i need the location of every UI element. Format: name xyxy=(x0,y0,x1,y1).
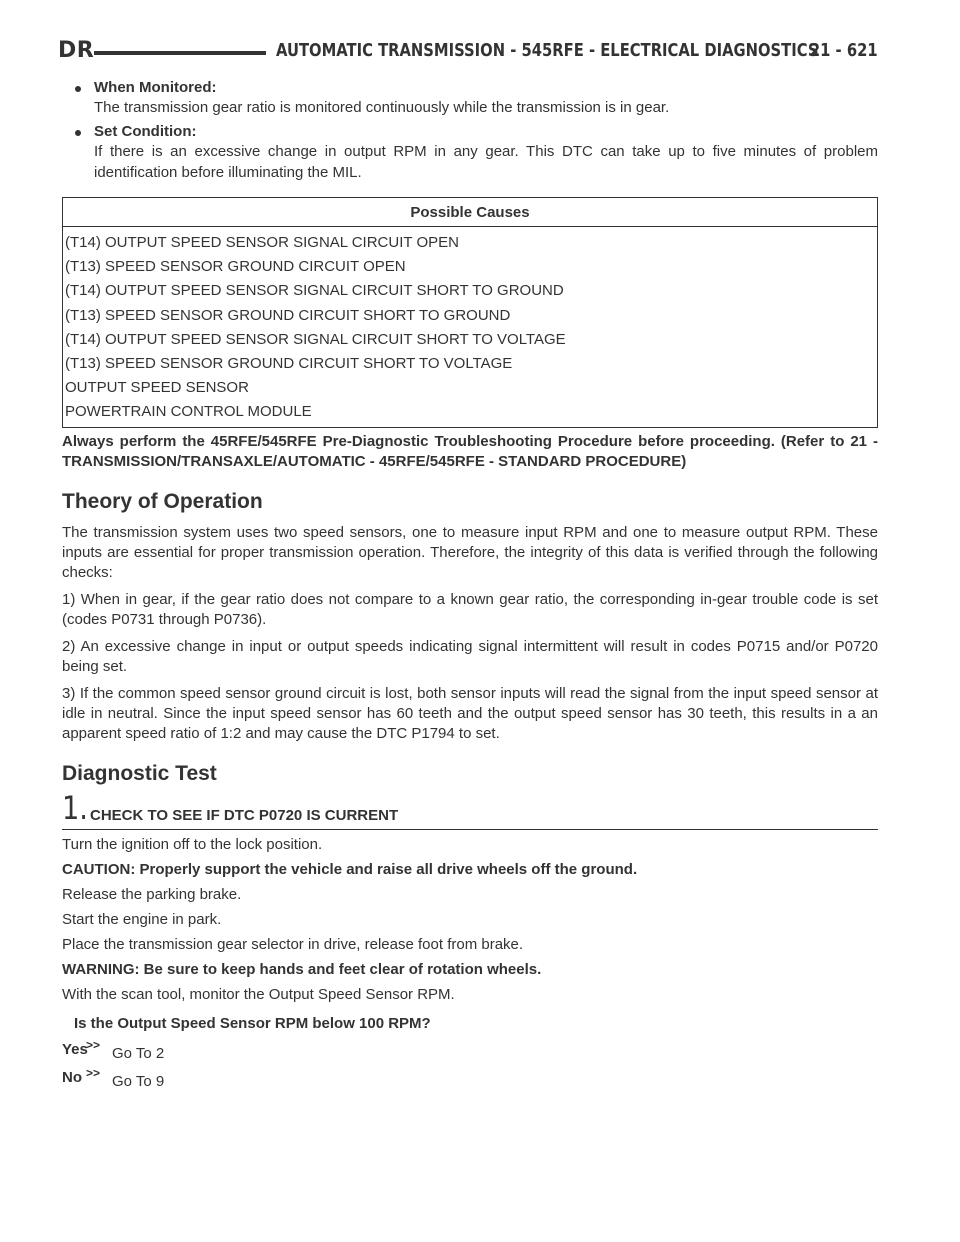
header-title: AUTOMATIC TRANSMISSION - 545RFE - ELECTRICAL DIAGNOSTICS xyxy=(276,40,819,61)
step-number: 1. xyxy=(62,788,88,827)
answer-no xyxy=(62,1067,878,1091)
cause-item: POWERTRAIN CONTROL MODULE xyxy=(65,403,312,421)
header-page-number: 21 - 621 xyxy=(810,40,878,61)
bullet-icon xyxy=(75,130,81,136)
theory-paragraph: 1) When in gear, if the gear ratio does not compare to a known gear ratio, the corresponding in-gear trouble code is set (codes P0731 through P0736). xyxy=(62,590,878,628)
step-instruction: Start the engine in park. xyxy=(62,910,222,928)
pre-diagnostic-note: Always perform the 45RFE/545RFE Pre-Diagnostic Troubleshooting Procedure before proceeding. (Refer to 21 - TRANSMISSION/TRANSAXLE/AUTOMATIC - 45RFE/545RFE - STANDARD PROCEDURE) xyxy=(62,432,878,470)
cause-item: (T14) OUTPUT SPEED SENSOR SIGNAL CIRCUIT SHORT TO VOLTAGE xyxy=(65,330,566,348)
cause-item: (T14) OUTPUT SPEED SENSOR SIGNAL CIRCUIT SHORT TO GROUND xyxy=(65,282,564,300)
theory-heading: Theory of Operation xyxy=(62,489,263,513)
bullet-icon xyxy=(75,86,81,92)
bullet-text: If there is an excessive change in output RPM in any gear. This DTC can take up to five minutes of problem identification before illuminating the MIL. xyxy=(94,143,878,181)
answer-arrow: >> xyxy=(86,1065,101,1080)
header-model-code: DR xyxy=(58,38,95,63)
cause-item: (T13) SPEED SENSOR GROUND CIRCUIT SHORT TO GROUND xyxy=(65,306,511,324)
diagnostic-heading: Diagnostic Test xyxy=(62,761,217,785)
bullet-text: The transmission gear ratio is monitored continuously while the transmission is in gear. xyxy=(94,99,670,116)
step-instruction: Release the parking brake. xyxy=(62,885,242,903)
bullet-label: When Monitored: xyxy=(94,79,217,96)
header-rule xyxy=(94,51,266,55)
step-title: CHECK TO SEE IF DTC P0720 IS CURRENT xyxy=(90,806,399,824)
step-header xyxy=(62,788,878,830)
answer-label: No xyxy=(62,1068,82,1086)
step-instruction: With the scan tool, monitor the Output Speed Sensor RPM. xyxy=(62,985,455,1003)
possible-causes-list xyxy=(63,227,877,427)
step-caution: CAUTION: Properly support the vehicle and raise all drive wheels off the ground. xyxy=(62,860,638,878)
answer-yes xyxy=(62,1039,878,1063)
cause-item: (T13) SPEED SENSOR GROUND CIRCUIT SHORT TO VOLTAGE xyxy=(65,354,513,372)
cause-item: (T13) SPEED SENSOR GROUND CIRCUIT OPEN xyxy=(65,258,406,276)
bullet-set-condition xyxy=(62,122,878,183)
step-instruction: Place the transmission gear selector in drive, release foot from brake. xyxy=(62,935,524,953)
page-content xyxy=(62,78,878,1091)
theory-paragraph: 2) An excessive change in input or output speeds indicating signal intermittent will result in codes P0715 and/or P0720 being set. xyxy=(62,637,878,675)
answer-goto: Go To 9 xyxy=(112,1072,165,1090)
page-header xyxy=(58,36,878,70)
bullet-label: Set Condition: xyxy=(94,123,197,140)
bullet-when-monitored xyxy=(62,78,878,118)
possible-causes-heading: Possible Causes xyxy=(63,198,877,227)
step-warning: WARNING: Be sure to keep hands and feet clear of rotation wheels. xyxy=(62,960,542,978)
cause-item: (T14) OUTPUT SPEED SENSOR SIGNAL CIRCUIT OPEN xyxy=(65,234,459,251)
answer-label: Yes xyxy=(62,1040,88,1058)
answer-goto: Go To 2 xyxy=(112,1044,165,1062)
cause-item: OUTPUT SPEED SENSOR xyxy=(65,379,249,397)
theory-paragraph: The transmission system uses two speed sensors, one to measure input RPM and one to measure output RPM. These inputs are essential for proper transmission operation. Therefore, the integrity of this data is verified through the following checks: xyxy=(62,523,878,581)
theory-paragraph: 3) If the common speed sensor ground circuit is lost, both sensor inputs will read the signal from the input speed sensor at idle in neutral. Since the input speed sensor has 60 teeth and the output speed sensor has 30 teeth, this results in a an apparent speed ratio of 1:2 and may cause the DTC P1794 to set. xyxy=(62,684,878,742)
step-question: Is the Output Speed Sensor RPM below 100 RPM? xyxy=(74,1014,431,1032)
step-instruction: Turn the ignition off to the lock position. xyxy=(62,835,323,853)
possible-causes-table xyxy=(62,197,878,428)
answer-arrow: >> xyxy=(86,1037,101,1052)
